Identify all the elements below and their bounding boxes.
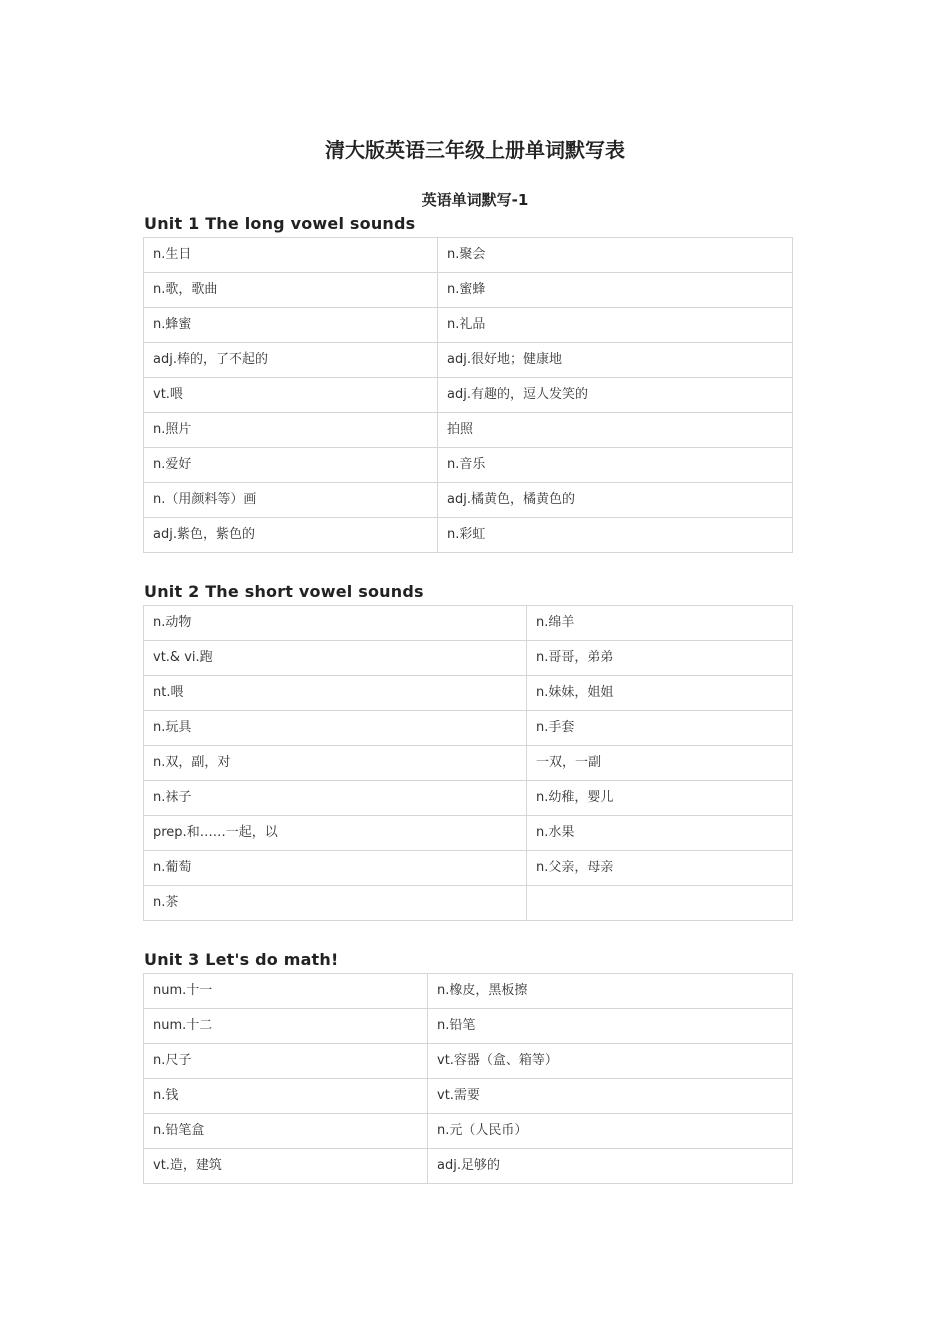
unit-2-word-table [143,605,793,921]
word-cell-left: adj.紫色，紫色的 [144,518,438,553]
table-row [144,343,793,378]
word-cell-right [527,886,793,921]
table-row [144,851,793,886]
unit-3-heading: Unit 3 Let's do math! [144,950,339,969]
table-row [144,1079,793,1114]
word-cell-right: n.元（人民币） [428,1114,793,1149]
table-row [144,1009,793,1044]
table-row [144,1044,793,1079]
table-row [144,746,793,781]
word-cell-left: n.歌，歌曲 [144,273,438,308]
table-row [144,308,793,343]
word-cell-right: n.蜜蜂 [438,273,793,308]
word-cell-right: n.绵羊 [527,606,793,641]
word-cell-left: vt.造，建筑 [144,1149,428,1184]
word-cell-right: n.礼品 [438,308,793,343]
word-cell-right: n.手套 [527,711,793,746]
table-row [144,781,793,816]
word-cell-right: n.哥哥，弟弟 [527,641,793,676]
table-row [144,448,793,483]
table-row [144,974,793,1009]
word-cell-right: n.橡皮，黑板擦 [428,974,793,1009]
word-cell-right: n.音乐 [438,448,793,483]
table-row [144,238,793,273]
word-cell-right: adj.有趣的，逗人发笑的 [438,378,793,413]
table-row [144,378,793,413]
table-row [144,641,793,676]
word-cell-right: n.幼稚，婴儿 [527,781,793,816]
word-cell-left: n.照片 [144,413,438,448]
word-cell-right: n.妹妹，姐姐 [527,676,793,711]
word-cell-left: n.玩具 [144,711,527,746]
word-cell-left: vt.& vi.跑 [144,641,527,676]
word-cell-left: n.双，副，对 [144,746,527,781]
word-cell-left: vt.喂 [144,378,438,413]
table-row [144,483,793,518]
word-cell-right: vt.需要 [428,1079,793,1114]
word-cell-left: n.蜂蜜 [144,308,438,343]
word-cell-left: adj.棒的，了不起的 [144,343,438,378]
word-cell-right: adj.橘黄色，橘黄色的 [438,483,793,518]
table-row [144,1149,793,1184]
word-cell-right: n.铅笔 [428,1009,793,1044]
word-cell-right: 拍照 [438,413,793,448]
page-subtitle: 英语单词默写-1 [421,191,529,209]
word-cell-left: n.袜子 [144,781,527,816]
word-cell-right: n.父亲，母亲 [527,851,793,886]
table-row [144,1114,793,1149]
unit-1-word-table [143,237,793,553]
word-cell-right: adj.很好地；健康地 [438,343,793,378]
word-cell-right: adj.足够的 [428,1149,793,1184]
word-cell-right: n.水果 [527,816,793,851]
table-row [144,816,793,851]
word-cell-left: n.尺子 [144,1044,428,1079]
word-cell-left: n.茶 [144,886,527,921]
table-row [144,413,793,448]
word-cell-right: vt.容器（盒、箱等） [428,1044,793,1079]
word-cell-left: nt.喂 [144,676,527,711]
page-title: 清大版英语三年级上册单词默写表 [325,138,625,162]
word-cell-left: n.葡萄 [144,851,527,886]
word-cell-left: n.爱好 [144,448,438,483]
word-cell-left: num.十一 [144,974,428,1009]
word-cell-left: n.钱 [144,1079,428,1114]
word-cell-left: num.十二 [144,1009,428,1044]
word-cell-left: n.生日 [144,238,438,273]
word-cell-left: prep.和……一起，以 [144,816,527,851]
unit-1-heading: Unit 1 The long vowel sounds [144,214,416,233]
unit-3-word-table [143,973,793,1184]
table-row [144,676,793,711]
word-cell-right: n.彩虹 [438,518,793,553]
table-row [144,886,793,921]
table-row [144,518,793,553]
word-cell-left: n.铅笔盒 [144,1114,428,1149]
word-cell-left: n.动物 [144,606,527,641]
table-row [144,606,793,641]
table-row [144,711,793,746]
word-cell-right: n.聚会 [438,238,793,273]
unit-2-heading: Unit 2 The short vowel sounds [144,582,424,601]
word-cell-right: 一双，一副 [527,746,793,781]
word-cell-left: n.（用颜料等）画 [144,483,438,518]
table-row [144,273,793,308]
